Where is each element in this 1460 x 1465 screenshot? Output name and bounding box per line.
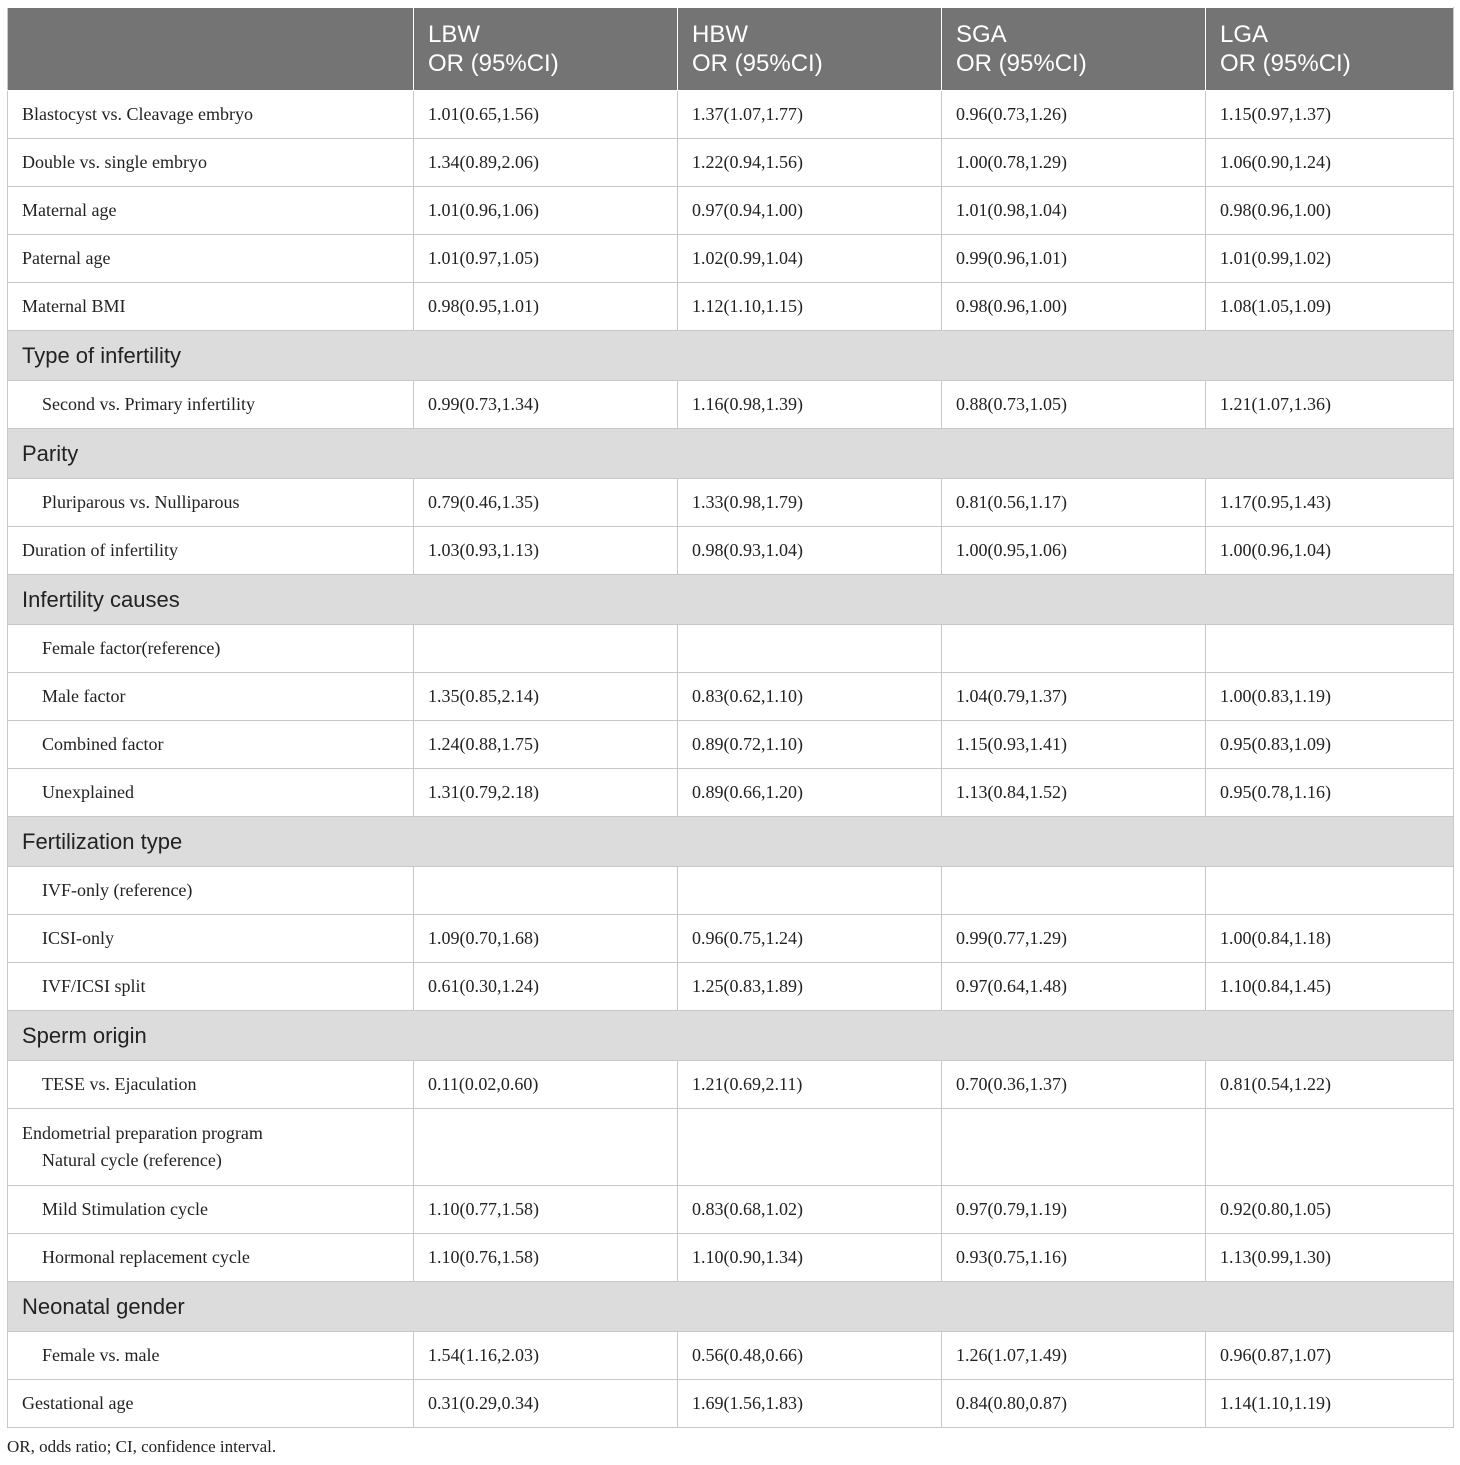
odds-ratio-table <box>7 7 1454 1428</box>
cell-lbw: 1.03(0.93,1.13) <box>414 527 678 575</box>
cell-hbw: 0.98(0.93,1.04) <box>678 527 942 575</box>
cell-hbw: 1.69(1.56,1.83) <box>678 1380 942 1428</box>
cell-hbw: 0.89(0.72,1.10) <box>678 721 942 769</box>
cell-lbw: 1.10(0.76,1.58) <box>414 1234 678 1282</box>
cell-hbw <box>678 1109 942 1186</box>
row-label: Female vs. male <box>8 1332 414 1380</box>
cell-lbw <box>414 1109 678 1186</box>
cell-sga: 1.01(0.98,1.04) <box>942 187 1206 235</box>
cell-lga <box>1206 867 1454 915</box>
cell-sga <box>942 1109 1206 1186</box>
row-label: Double vs. single embryo <box>8 139 414 187</box>
table-row <box>8 963 1454 1011</box>
cell-hbw: 1.16(0.98,1.39) <box>678 381 942 429</box>
table-header <box>8 8 1454 91</box>
cell-lga: 1.08(1.05,1.09) <box>1206 283 1454 331</box>
row-label-main: Endometrial preparation program <box>22 1123 263 1143</box>
table-row <box>8 235 1454 283</box>
row-label: Maternal age <box>8 187 414 235</box>
table-row <box>8 479 1454 527</box>
header-hbw-subtitle: OR (95%CI) <box>692 50 823 77</box>
cell-lbw: 0.11(0.02,0.60) <box>414 1061 678 1109</box>
cell-lga: 1.00(0.96,1.04) <box>1206 527 1454 575</box>
row-label: Unexplained <box>8 769 414 817</box>
cell-lbw: 1.24(0.88,1.75) <box>414 721 678 769</box>
table-footnote: OR, odds ratio; CI, confidence interval. <box>7 1437 277 1456</box>
cell-lbw <box>414 867 678 915</box>
row-label: Combined factor <box>8 721 414 769</box>
section-label: Infertility causes <box>8 575 1454 625</box>
section-row <box>8 817 1454 867</box>
row-label: Gestational age <box>8 1380 414 1428</box>
table-row <box>8 1109 1454 1186</box>
section-label: Sperm origin <box>8 1011 1454 1061</box>
cell-lga: 1.13(0.99,1.30) <box>1206 1234 1454 1282</box>
row-label: Pluriparous vs. Nulliparous <box>8 479 414 527</box>
cell-sga: 1.04(0.79,1.37) <box>942 673 1206 721</box>
cell-lbw: 1.54(1.16,2.03) <box>414 1332 678 1380</box>
table-row <box>8 867 1454 915</box>
cell-hbw: 1.33(0.98,1.79) <box>678 479 942 527</box>
table-row <box>8 1380 1454 1428</box>
section-label: Parity <box>8 429 1454 479</box>
cell-sga: 1.15(0.93,1.41) <box>942 721 1206 769</box>
cell-lbw: 1.34(0.89,2.06) <box>414 139 678 187</box>
cell-hbw: 0.89(0.66,1.20) <box>678 769 942 817</box>
row-label: Blastocyst vs. Cleavage embryo <box>8 91 414 139</box>
cell-sga: 0.93(0.75,1.16) <box>942 1234 1206 1282</box>
section-label: Neonatal gender <box>8 1282 1454 1332</box>
cell-lga: 0.95(0.78,1.16) <box>1206 769 1454 817</box>
section-row <box>8 1011 1454 1061</box>
cell-sga: 0.88(0.73,1.05) <box>942 381 1206 429</box>
row-label: Paternal age <box>8 235 414 283</box>
cell-lbw: 0.98(0.95,1.01) <box>414 283 678 331</box>
table-row <box>8 673 1454 721</box>
row-label: ICSI-only <box>8 915 414 963</box>
header-sga-title: SGA <box>956 21 1007 48</box>
table-row <box>8 91 1454 139</box>
cell-hbw: 1.37(1.07,1.77) <box>678 91 942 139</box>
cell-sga: 0.96(0.73,1.26) <box>942 91 1206 139</box>
cell-lga: 1.15(0.97,1.37) <box>1206 91 1454 139</box>
cell-hbw: 1.25(0.83,1.89) <box>678 963 942 1011</box>
section-label: Fertilization type <box>8 817 1454 867</box>
section-row <box>8 1282 1454 1332</box>
cell-sga: 1.00(0.78,1.29) <box>942 139 1206 187</box>
row-label: Maternal BMI <box>8 283 414 331</box>
cell-lga: 0.98(0.96,1.00) <box>1206 187 1454 235</box>
table-row <box>8 139 1454 187</box>
cell-hbw: 0.83(0.68,1.02) <box>678 1186 942 1234</box>
header-lga <box>1206 8 1454 91</box>
cell-lga <box>1206 1109 1454 1186</box>
table-row <box>8 283 1454 331</box>
cell-sga: 0.84(0.80,0.87) <box>942 1380 1206 1428</box>
row-label-sub: Natural cycle (reference) <box>42 1150 222 1170</box>
cell-sga: 0.99(0.77,1.29) <box>942 915 1206 963</box>
odds-ratio-table-container <box>7 7 1453 1428</box>
table-row <box>8 527 1454 575</box>
cell-sga: 0.99(0.96,1.01) <box>942 235 1206 283</box>
cell-sga: 1.26(1.07,1.49) <box>942 1332 1206 1380</box>
cell-lga: 1.14(1.10,1.19) <box>1206 1380 1454 1428</box>
table-row <box>8 381 1454 429</box>
header-hbw-title: HBW <box>692 21 748 48</box>
header-lbw <box>414 8 678 91</box>
header-lga-title: LGA <box>1220 21 1269 48</box>
header-sga-subtitle: OR (95%CI) <box>956 50 1087 77</box>
cell-lga: 0.81(0.54,1.22) <box>1206 1061 1454 1109</box>
cell-lbw: 0.31(0.29,0.34) <box>414 1380 678 1428</box>
table-row <box>8 1332 1454 1380</box>
table-row <box>8 915 1454 963</box>
section-label: Type of infertility <box>8 331 1454 381</box>
cell-hbw: 1.12(1.10,1.15) <box>678 283 942 331</box>
cell-lbw: 1.10(0.77,1.58) <box>414 1186 678 1234</box>
cell-lbw: 0.61(0.30,1.24) <box>414 963 678 1011</box>
cell-lga: 1.01(0.99,1.02) <box>1206 235 1454 283</box>
cell-lga: 1.17(0.95,1.43) <box>1206 479 1454 527</box>
header-row <box>8 8 1454 91</box>
table-row <box>8 721 1454 769</box>
cell-lga <box>1206 625 1454 673</box>
table-body <box>8 91 1454 1428</box>
cell-hbw: 1.21(0.69,2.11) <box>678 1061 942 1109</box>
cell-sga: 0.81(0.56,1.17) <box>942 479 1206 527</box>
cell-sga: 0.70(0.36,1.37) <box>942 1061 1206 1109</box>
header-empty <box>8 8 414 91</box>
row-label: Second vs. Primary infertility <box>8 381 414 429</box>
cell-lga: 1.21(1.07,1.36) <box>1206 381 1454 429</box>
cell-sga: 0.97(0.79,1.19) <box>942 1186 1206 1234</box>
table-row <box>8 1234 1454 1282</box>
cell-lbw: 0.99(0.73,1.34) <box>414 381 678 429</box>
row-label <box>8 1109 414 1186</box>
row-label: IVF-only (reference) <box>8 867 414 915</box>
cell-hbw <box>678 867 942 915</box>
cell-lga: 1.00(0.84,1.18) <box>1206 915 1454 963</box>
cell-lbw: 1.09(0.70,1.68) <box>414 915 678 963</box>
row-label: Mild Stimulation cycle <box>8 1186 414 1234</box>
section-row <box>8 429 1454 479</box>
cell-lbw: 1.35(0.85,2.14) <box>414 673 678 721</box>
table-row <box>8 625 1454 673</box>
header-sga <box>942 8 1206 91</box>
row-label: Female factor(reference) <box>8 625 414 673</box>
section-row <box>8 575 1454 625</box>
header-lbw-title: LBW <box>428 21 481 48</box>
cell-lga: 0.95(0.83,1.09) <box>1206 721 1454 769</box>
cell-hbw: 1.02(0.99,1.04) <box>678 235 942 283</box>
cell-sga <box>942 625 1206 673</box>
cell-lga: 1.10(0.84,1.45) <box>1206 963 1454 1011</box>
row-label: Male factor <box>8 673 414 721</box>
cell-hbw: 1.10(0.90,1.34) <box>678 1234 942 1282</box>
cell-sga <box>942 867 1206 915</box>
cell-lbw: 1.01(0.96,1.06) <box>414 187 678 235</box>
cell-sga: 0.97(0.64,1.48) <box>942 963 1206 1011</box>
row-label: Hormonal replacement cycle <box>8 1234 414 1282</box>
cell-lbw: 1.31(0.79,2.18) <box>414 769 678 817</box>
cell-lga: 1.00(0.83,1.19) <box>1206 673 1454 721</box>
cell-lbw: 1.01(0.65,1.56) <box>414 91 678 139</box>
cell-lbw: 1.01(0.97,1.05) <box>414 235 678 283</box>
row-label: Duration of infertility <box>8 527 414 575</box>
table-row <box>8 1061 1454 1109</box>
cell-sga: 1.00(0.95,1.06) <box>942 527 1206 575</box>
header-lbw-subtitle: OR (95%CI) <box>428 50 559 77</box>
cell-lga: 0.92(0.80,1.05) <box>1206 1186 1454 1234</box>
table-row <box>8 769 1454 817</box>
table-row <box>8 187 1454 235</box>
cell-hbw: 0.97(0.94,1.00) <box>678 187 942 235</box>
cell-sga: 0.98(0.96,1.00) <box>942 283 1206 331</box>
row-label: TESE vs. Ejaculation <box>8 1061 414 1109</box>
row-label: IVF/ICSI split <box>8 963 414 1011</box>
cell-lbw <box>414 625 678 673</box>
header-hbw <box>678 8 942 91</box>
cell-lbw: 0.79(0.46,1.35) <box>414 479 678 527</box>
cell-hbw: 0.83(0.62,1.10) <box>678 673 942 721</box>
section-row <box>8 331 1454 381</box>
cell-hbw <box>678 625 942 673</box>
table-row <box>8 1186 1454 1234</box>
header-lga-subtitle: OR (95%CI) <box>1220 50 1351 77</box>
cell-hbw: 0.96(0.75,1.24) <box>678 915 942 963</box>
cell-lga: 1.06(0.90,1.24) <box>1206 139 1454 187</box>
cell-lga: 0.96(0.87,1.07) <box>1206 1332 1454 1380</box>
cell-hbw: 1.22(0.94,1.56) <box>678 139 942 187</box>
cell-hbw: 0.56(0.48,0.66) <box>678 1332 942 1380</box>
cell-sga: 1.13(0.84,1.52) <box>942 769 1206 817</box>
